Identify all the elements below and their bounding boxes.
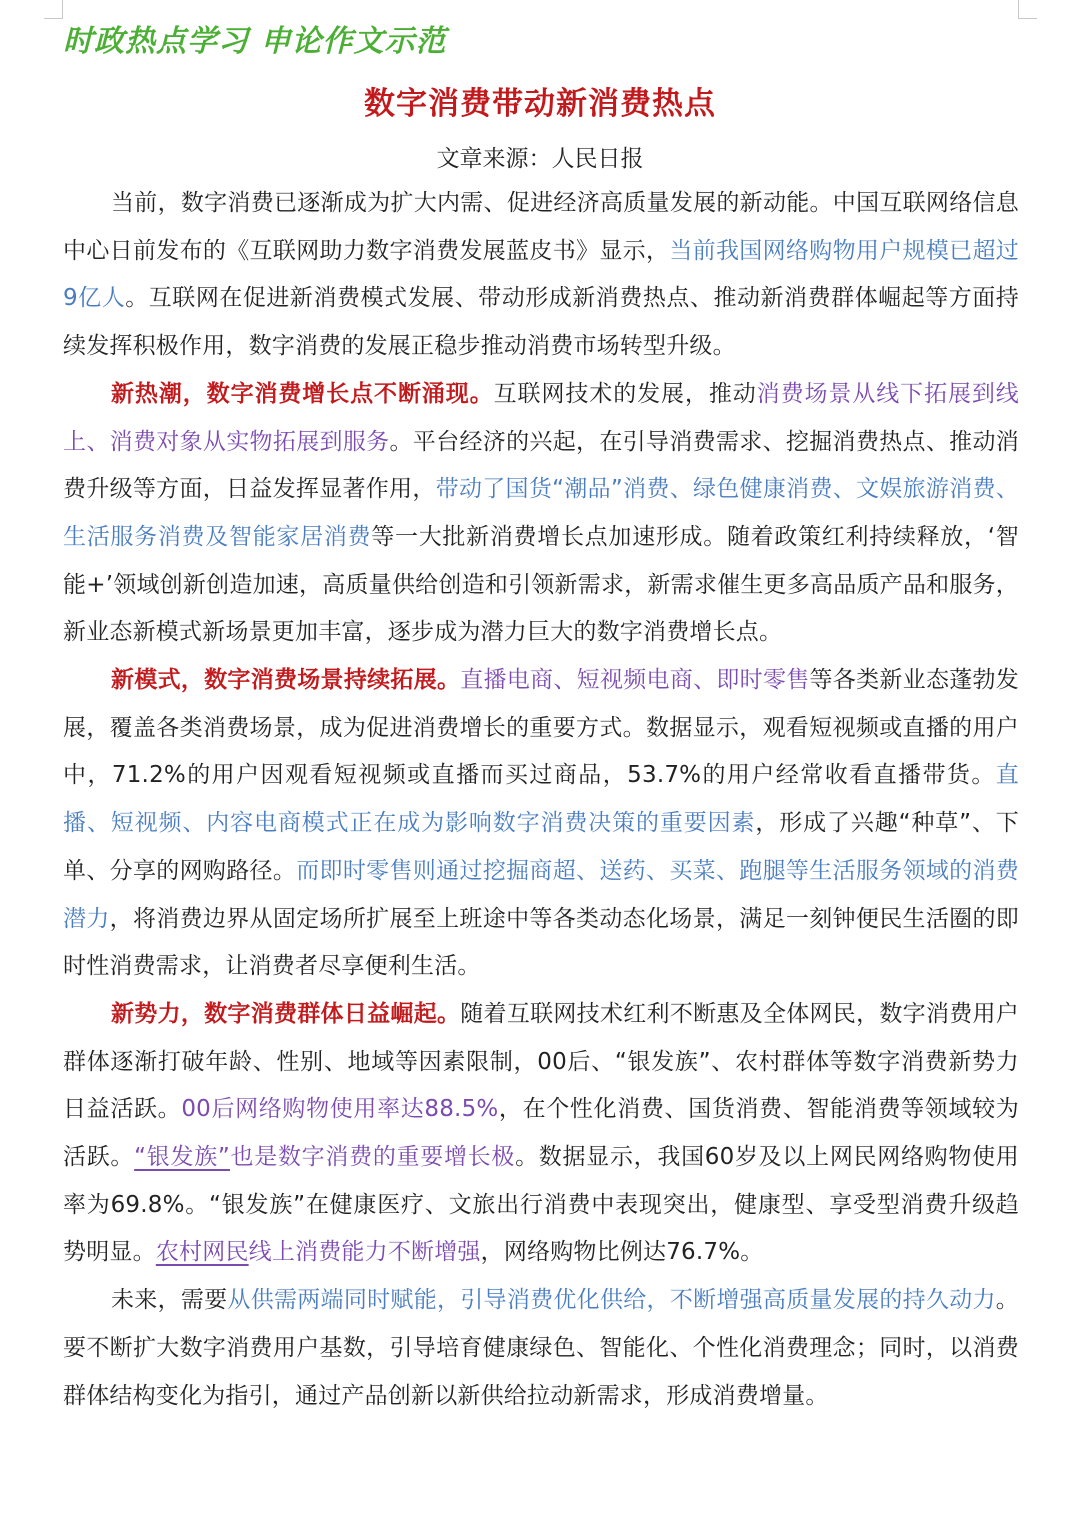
paragraph-new-mode — [63, 657, 1019, 991]
highlight: 而即时零售则通过挖掘商超、送药、买菜、跑腿等生活服务领域的消费潜力 — [63, 857, 1020, 932]
highlight-underlined: 农村网民 — [155, 1239, 249, 1266]
highlight: 消费场景从线下拓展到线上、消费对象从实物拓展到服务 — [63, 380, 1020, 455]
text: 。数据显示，我国60岁及以上网民网络购物使用率为69.8%。“银发族”在健康医疗、文旅出行消费中表现突出，健康型、享受型消费升级趋势明显。 — [63, 1144, 1019, 1266]
text: 未来，需要 — [111, 1287, 228, 1314]
highlight: 00后网络购物使用率达88.5% — [181, 1096, 499, 1123]
paragraph-lead: 新势力，数字消费群体日益崛起。 — [111, 1000, 461, 1027]
highlight: 也是数字消费的重要增长极 — [230, 1144, 516, 1171]
text: ，网络购物比例达76.7%。 — [480, 1239, 764, 1266]
article-title: 数字消费带动新消费热点 — [364, 86, 716, 122]
page-corner-mark-left — [44, 0, 63, 19]
text: ，形成了兴趣“种草”、下单、分享的网购路径。 — [63, 810, 1019, 884]
paragraph-future — [63, 1277, 1019, 1420]
highlight: 直播、短视频、内容电商模式正在成为影响数字消费决策的重要因素 — [63, 762, 1019, 837]
section-tag: 时政热点学习 申论作文示范 — [63, 24, 447, 59]
paragraph-intro — [63, 180, 1019, 371]
paragraph-new-force — [63, 991, 1019, 1277]
text: 。互联网在促进新消费模式发展、带动形成新消费热点、推动新消费群体崛起等方面持续发挥积极作用，数字消费的发展正稳步推动消费市场转型升级。 — [63, 285, 1020, 360]
text: 当前，数字消费已逐渐成为扩大内需、促进经济高质量发展的新动能。中国互联网络信息中心日前发布的《互联网助力数字消费发展蓝皮书》显示， — [63, 190, 1019, 264]
highlight-underlined: “银发族” — [134, 1144, 231, 1171]
paragraph-new-trend — [63, 371, 1019, 657]
text: 等一大批新消费增长点加速形成。随着政策红利持续释放，‘智能+’领域创新创造加速，高质量供给创造和引领新需求，新需求催生更多高品质产品和服务，新业态新模式新场景更加丰富，逐步成为潜力巨大的数字消费增长点。 — [63, 523, 1019, 646]
text: ，将消费边界从固定场所扩展至上班途中等各类动态化场景，满足一刻钟便民生活圈的即时性消费需求，让消费者尽享便利生活。 — [63, 905, 1019, 980]
page-corner-mark-right — [1018, 0, 1037, 19]
highlight: 线上消费能力不断增强 — [248, 1239, 481, 1266]
highlight: 直播电商、短视频电商、即时零售 — [460, 667, 810, 694]
article-body — [63, 180, 1019, 1420]
text: ，在个性化消费、国货消费、智能消费等领域较为活跃。 — [63, 1096, 1019, 1171]
text: 。平台经济的兴起，在引导消费需求、挖掘消费热点、推动消费升级等方面，日益发挥显著作用， — [63, 428, 1019, 503]
highlight: 带动了国货“潮品”消费、绿色健康消费、文娱旅游消费、生活服务消费及智能家居消费 — [63, 476, 1019, 550]
text: 。要不断扩大数字消费用户基数，引导培育健康绿色、智能化、个性化消费理念；同时，以消费群体结构变化为指引，通过产品创新以新供给拉动新需求，形成消费增量。 — [63, 1287, 1019, 1409]
highlight: 从供需两端同时赋能，引导消费优化供给，不断增强高质量发展的持久动力 — [227, 1287, 996, 1314]
article-source: 文章来源：人民日报 — [436, 146, 644, 172]
text: 互联网技术的发展，推动 — [493, 380, 757, 407]
text: 等各类新业态蓬勃发展，覆盖各类消费场景，成为促进消费增长的重要方式。数据显示，观看短视频或直播的用户中，71.2%的用户因观看短视频或直播而买过商品，53.7%的用户经常收看直播带货。 — [63, 667, 1020, 789]
highlight: 当前我国网络购物用户规模已超过9亿人 — [63, 237, 1020, 312]
paragraph-lead: 新热潮，数字消费增长点不断涌现。 — [111, 380, 494, 407]
paragraph-lead: 新模式，数字消费场景持续拓展。 — [111, 667, 461, 694]
text: 随着互联网技术红利不断惠及全体网民，数字消费用户群体逐渐打破年龄、性别、地域等因素限制，00后、“银发族”、农村群体等数字消费新势力日益活跃。 — [63, 1000, 1019, 1123]
